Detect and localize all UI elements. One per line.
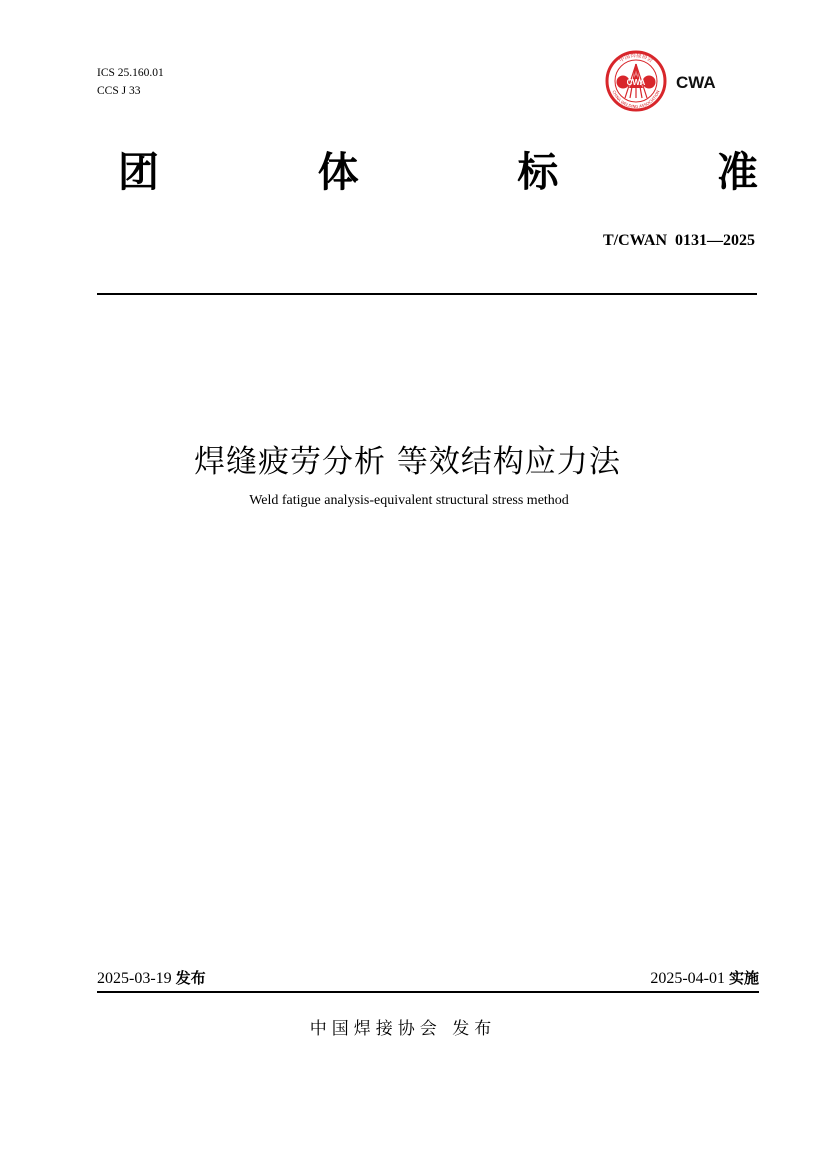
implement-date: 2025-04-01 <box>650 970 725 987</box>
logo-ring-bottom: CHINA WELDING ASSOCIATION <box>611 89 661 110</box>
cwa-emblem-icon <box>603 50 669 112</box>
publish-label: 发布 <box>175 969 206 987</box>
ccs-code: CCS J 33 <box>97 85 141 97</box>
implement-date-block <box>650 967 759 988</box>
logo-ring-top: 中国焊接协会 <box>618 52 654 65</box>
chinese-title: 焊缝疲劳分析 等效结构应力法 <box>194 444 621 480</box>
bottom-divider <box>97 991 759 993</box>
doc-type-char: 团 <box>118 148 159 196</box>
top-divider <box>97 293 757 295</box>
standard-number: T/CWAN 0131—2025 <box>602 232 755 249</box>
publisher: 中国焊接协会 发布 <box>309 1019 497 1039</box>
classification-codes <box>97 64 164 100</box>
ics-code: ICS 25.160.01 <box>97 67 164 79</box>
english-title: Weld fatigue analysis-equivalent structural stress method <box>249 493 569 508</box>
document-type-title <box>118 146 758 198</box>
logo-text: CWA <box>676 73 716 92</box>
doc-type-char: 体 <box>317 148 359 196</box>
doc-type-char: 准 <box>716 148 758 196</box>
implement-label: 实施 <box>728 969 759 987</box>
cwa-logo <box>603 50 669 112</box>
publish-date-block <box>97 967 206 988</box>
logo-emblem-letters: CWA <box>626 78 646 87</box>
doc-type-char: 标 <box>517 148 559 196</box>
publish-date: 2025-03-19 <box>97 970 172 987</box>
